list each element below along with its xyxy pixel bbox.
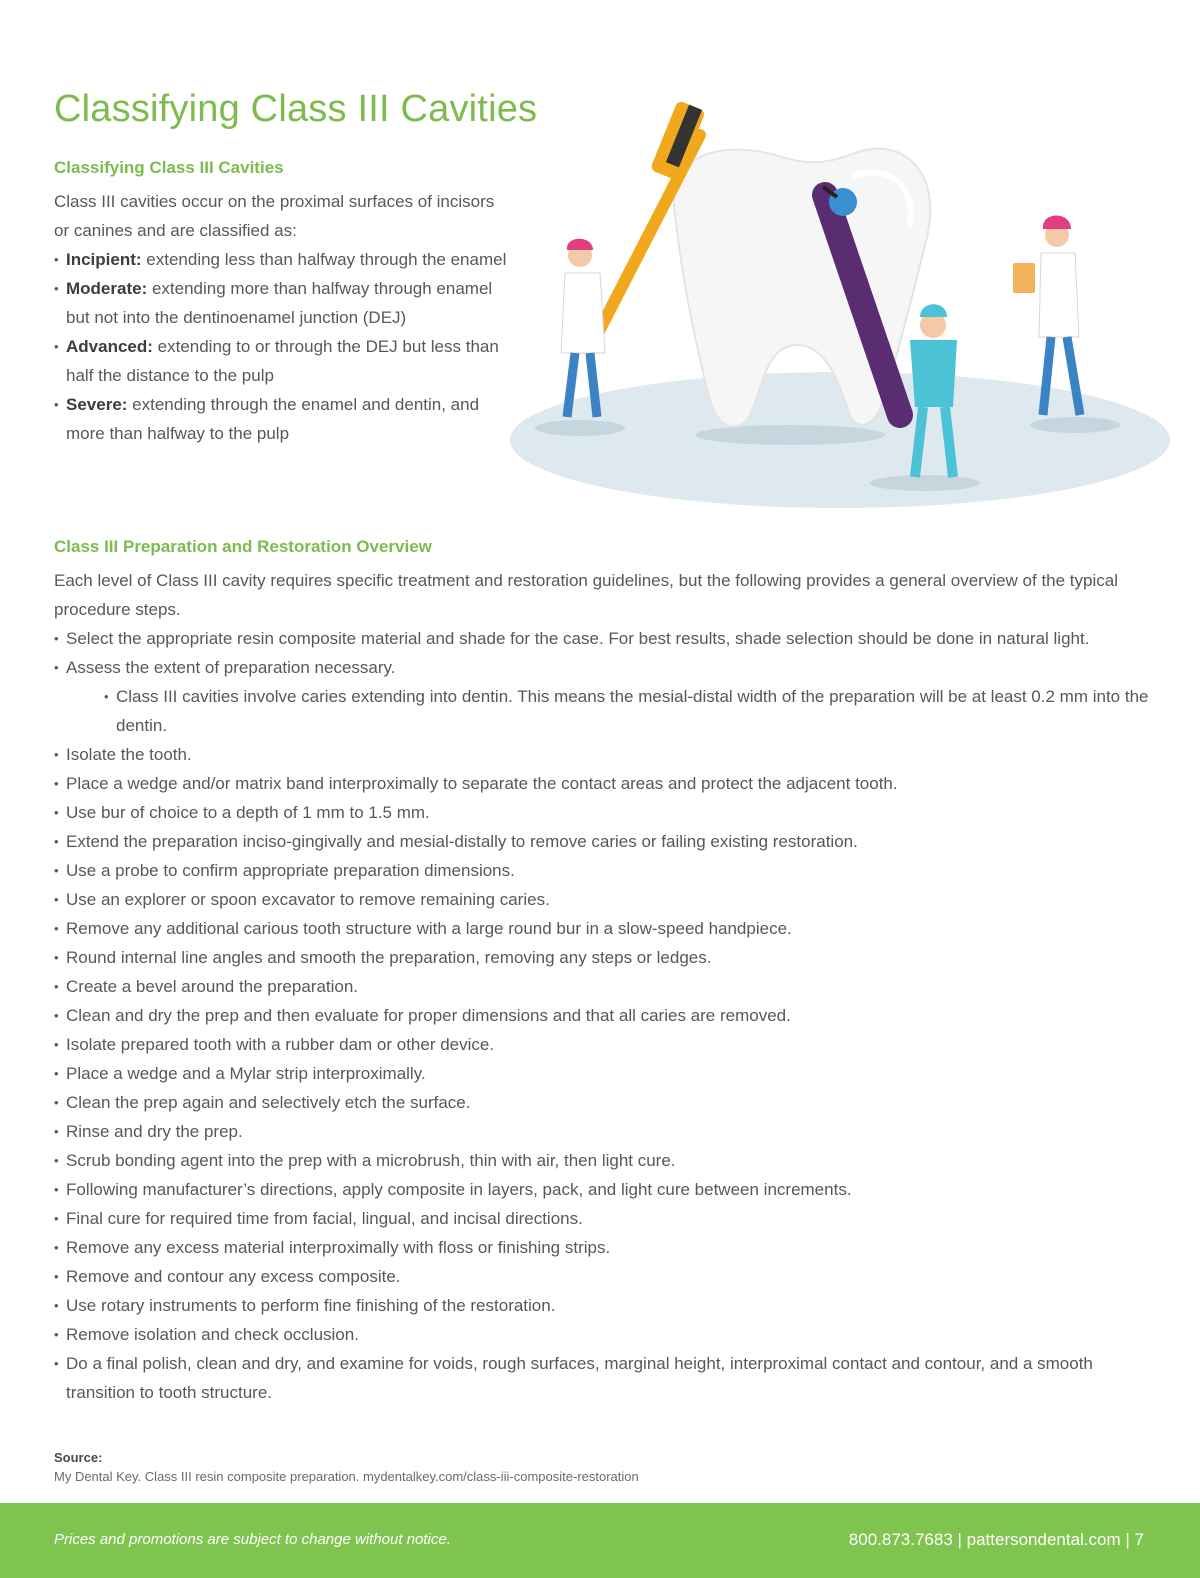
list-item: • Remove isolation and check occlusion. — [54, 1320, 1154, 1349]
list-item: • Use rotary instruments to perform fine finishing of the restoration. — [54, 1291, 1154, 1320]
list-item: • Rinse and dry the prep. — [54, 1117, 1154, 1146]
list-item: • Use a probe to confirm appropriate preparation dimensions. — [54, 856, 1154, 885]
source-citation — [54, 1449, 639, 1487]
source-text: My Dental Key. Class III resin composite preparation. mydentalkey.com/class-iii-composite-restoration — [54, 1469, 639, 1484]
list-item: • Clean and dry the prep and then evaluate for proper dimensions and that all caries are removed. — [54, 1001, 1154, 1030]
list-item: • Isolate prepared tooth with a rubber dam or other device. — [54, 1030, 1154, 1059]
list-item — [54, 390, 514, 448]
source-label: Source: — [54, 1450, 103, 1465]
page-title: Classifying Class III Cavities — [54, 88, 538, 130]
overview-heading: Class III Preparation and Restoration Overview — [54, 537, 432, 556]
list-item: • Place a wedge and a Mylar strip interproximally. — [54, 1059, 1154, 1088]
classification-list — [54, 245, 514, 448]
list-item: • Scrub bonding agent into the prep with a microbrush, thin with air, then light cure. — [54, 1146, 1154, 1175]
classification-intro: Class III cavities occur on the proximal surfaces of incisors or canines and are classified as: — [54, 192, 495, 240]
list-item: • Clean the prep again and selectively etch the surface. — [54, 1088, 1154, 1117]
list-item: • Use an explorer or spoon excavator to remove remaining caries. — [54, 885, 1154, 914]
list-item — [54, 332, 514, 390]
list-item — [54, 274, 514, 332]
dental-illustration — [505, 95, 1175, 515]
overview-section — [54, 534, 1154, 1407]
footer-bar — [0, 1503, 1200, 1578]
list-item: • Class III cavities involve caries extending into dentin. This means the mesial-distal width of the preparation will be at least 0.2 mm into the dentin. — [104, 682, 1154, 740]
list-item: • Do a final polish, clean and dry, and examine for voids, rough surfaces, marginal height, interproximal contact and contour, and a smooth transition to tooth structure. — [54, 1349, 1154, 1407]
step-text: Assess the extent of preparation necessary. — [66, 658, 396, 677]
term-label: Advanced: — [66, 337, 153, 356]
list-item: • Round internal line angles and smooth the preparation, removing any steps or ledges. — [54, 943, 1154, 972]
term-label: Incipient: — [66, 250, 142, 269]
term-description: extending through the enamel and dentin, and more than halfway to the pulp — [66, 395, 480, 443]
term-description: extending more than halfway through enamel but not into the dentinoenamel junction (DEJ) — [66, 279, 493, 327]
term-label: Severe: — [66, 395, 128, 414]
nested-list — [66, 682, 1154, 740]
list-item: • Place a wedge and/or matrix band interproximally to separate the contact areas and protect the adjacent tooth. — [54, 769, 1154, 798]
list-item: • Select the appropriate resin composite material and shade for the case. For best results, shade selection should be done in natural light. — [54, 624, 1154, 653]
term-description: extending to or through the DEJ but less than half the distance to the pulp — [66, 337, 499, 385]
term-label: Moderate: — [66, 279, 148, 298]
footer-disclaimer: Prices and promotions are subject to change without notice. — [54, 1531, 451, 1548]
footer-contact: 800.873.7683 | pattersondental.com | 7 — [848, 1530, 1144, 1549]
list-item: • Following manufacturer’s directions, apply composite in layers, pack, and light cure between increments. — [54, 1175, 1154, 1204]
classification-heading: Classifying Class III Cavities — [54, 158, 284, 177]
list-item — [54, 653, 1154, 740]
list-item: • Extend the preparation inciso-gingivally and mesial-distally to remove caries or failing existing restoration. — [54, 827, 1154, 856]
classification-section — [54, 155, 514, 448]
list-item: • Remove any additional carious tooth structure with a large round bur in a slow-speed handpiece. — [54, 914, 1154, 943]
list-item: • Final cure for required time from facial, lingual, and incisal directions. — [54, 1204, 1154, 1233]
list-item: • Create a bevel around the preparation. — [54, 972, 1154, 1001]
list-item: • Remove any excess material interproximally with floss or finishing strips. — [54, 1233, 1154, 1262]
list-item: • Use bur of choice to a depth of 1 mm to 1.5 mm. — [54, 798, 1154, 827]
term-description: extending less than halfway through the enamel — [141, 250, 507, 269]
list-item: • Remove and contour any excess composite. — [54, 1262, 1154, 1291]
overview-intro: Each level of Class III cavity requires specific treatment and restoration guidelines, but the following provides a general overview of the typical procedure steps. — [54, 571, 1118, 619]
list-item — [54, 245, 514, 274]
procedure-steps — [54, 624, 1154, 1407]
list-item: • Isolate the tooth. — [54, 740, 1154, 769]
